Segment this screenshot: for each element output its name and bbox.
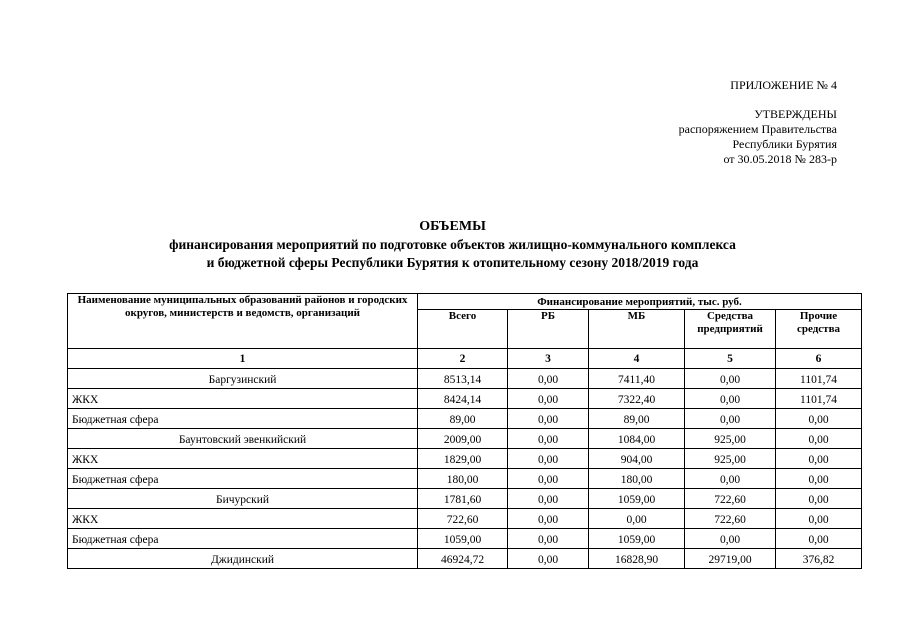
- table-row: [68, 549, 862, 569]
- row-value: 46924,72: [418, 549, 508, 569]
- row-name: Бюджетная сфера: [68, 469, 418, 489]
- row-value: 1059,00: [589, 529, 685, 549]
- column-number: 2: [418, 349, 508, 369]
- row-name: ЖКХ: [68, 509, 418, 529]
- financing-header: Финансирование мероприятий, тыс. руб.: [418, 294, 862, 310]
- name-column-header: Наименование муниципальных образований районов и городских округов, министерств и ведомств, организаций: [68, 294, 418, 349]
- row-value: 0,00: [508, 549, 589, 569]
- row-value: 0,00: [508, 489, 589, 509]
- row-value: 1059,00: [589, 489, 685, 509]
- row-name: ЖКХ: [68, 449, 418, 469]
- column-header-mb: МБ: [589, 310, 685, 349]
- row-value: 0,00: [685, 529, 776, 549]
- table-row: [68, 489, 862, 509]
- table-body: [68, 369, 862, 569]
- row-value: 1101,74: [776, 389, 862, 409]
- column-header-total: Всего: [418, 310, 508, 349]
- row-value: 0,00: [685, 469, 776, 489]
- table-row: [68, 409, 862, 429]
- row-name: Бюджетная сфера: [68, 529, 418, 549]
- column-header-rb: РБ: [508, 310, 589, 349]
- row-value: 7411,40: [589, 369, 685, 389]
- row-value: 89,00: [589, 409, 685, 429]
- row-value: 1829,00: [418, 449, 508, 469]
- column-number: 5: [685, 349, 776, 369]
- row-value: 0,00: [776, 429, 862, 449]
- row-name: Баунтовский эвенкийский: [68, 429, 418, 449]
- appendix-label: ПРИЛОЖЕНИЕ № 4: [730, 78, 837, 92]
- row-value: 1101,74: [776, 369, 862, 389]
- row-value: 0,00: [776, 509, 862, 529]
- row-value: 0,00: [508, 409, 589, 429]
- row-value: 376,82: [776, 549, 862, 569]
- row-name: Джидинский: [68, 549, 418, 569]
- row-value: 0,00: [589, 509, 685, 529]
- table-row: [68, 369, 862, 389]
- row-value: 8424,14: [418, 389, 508, 409]
- table-row: [68, 509, 862, 529]
- row-value: 180,00: [589, 469, 685, 489]
- column-header-enterprise-funds: Средства предприятий: [685, 310, 776, 349]
- row-value: 7322,40: [589, 389, 685, 409]
- title-line-2: и бюджетной сферы Республики Бурятия к отопительному сезону 2018/2019 года: [206, 255, 699, 270]
- financing-table: [67, 293, 862, 569]
- row-value: 1059,00: [418, 529, 508, 549]
- row-value: 0,00: [508, 529, 589, 549]
- approval-line: Республики Бурятия: [732, 137, 837, 151]
- row-value: 0,00: [776, 489, 862, 509]
- approval-block: [679, 107, 837, 167]
- row-value: 89,00: [418, 409, 508, 429]
- approval-line: УТВЕРЖДЕНЫ: [754, 107, 837, 121]
- row-value: 722,60: [685, 489, 776, 509]
- title-main: ОБЪЕМЫ: [419, 219, 486, 234]
- row-value: 0,00: [508, 429, 589, 449]
- row-value: 722,60: [418, 509, 508, 529]
- column-header-other-funds: Прочие средства: [776, 310, 862, 349]
- row-value: 0,00: [685, 389, 776, 409]
- row-name: ЖКХ: [68, 389, 418, 409]
- row-value: 16828,90: [589, 549, 685, 569]
- row-value: 8513,14: [418, 369, 508, 389]
- row-value: 0,00: [685, 369, 776, 389]
- row-value: 180,00: [418, 469, 508, 489]
- row-name: Бичурский: [68, 489, 418, 509]
- table-row: [68, 389, 862, 409]
- document-title: [0, 218, 905, 272]
- row-value: 0,00: [776, 409, 862, 429]
- row-name: Баргузинский: [68, 369, 418, 389]
- column-number: 6: [776, 349, 862, 369]
- table-row: [68, 529, 862, 549]
- table-row: [68, 449, 862, 469]
- row-value: 0,00: [508, 369, 589, 389]
- title-line-1: финансирования мероприятий по подготовке объектов жилищно-коммунального комплекса: [169, 237, 736, 252]
- row-value: 0,00: [776, 529, 862, 549]
- approval-line: распоряжением Правительства: [678, 122, 837, 136]
- column-number: 1: [68, 349, 418, 369]
- row-value: 0,00: [776, 469, 862, 489]
- row-value: 1781,60: [418, 489, 508, 509]
- approval-line: от 30.05.2018 № 283-р: [723, 152, 837, 166]
- row-value: 0,00: [685, 409, 776, 429]
- column-number: 4: [589, 349, 685, 369]
- row-value: 722,60: [685, 509, 776, 529]
- row-value: 0,00: [508, 389, 589, 409]
- column-number: 3: [508, 349, 589, 369]
- row-value: 925,00: [685, 429, 776, 449]
- row-value: 925,00: [685, 449, 776, 469]
- row-value: 0,00: [776, 449, 862, 469]
- row-name: Бюджетная сфера: [68, 409, 418, 429]
- row-value: 0,00: [508, 469, 589, 489]
- row-value: 904,00: [589, 449, 685, 469]
- table-row: [68, 469, 862, 489]
- table-row: [68, 429, 862, 449]
- row-value: 2009,00: [418, 429, 508, 449]
- row-value: 0,00: [508, 449, 589, 469]
- row-value: 29719,00: [685, 549, 776, 569]
- row-value: 1084,00: [589, 429, 685, 449]
- row-value: 0,00: [508, 509, 589, 529]
